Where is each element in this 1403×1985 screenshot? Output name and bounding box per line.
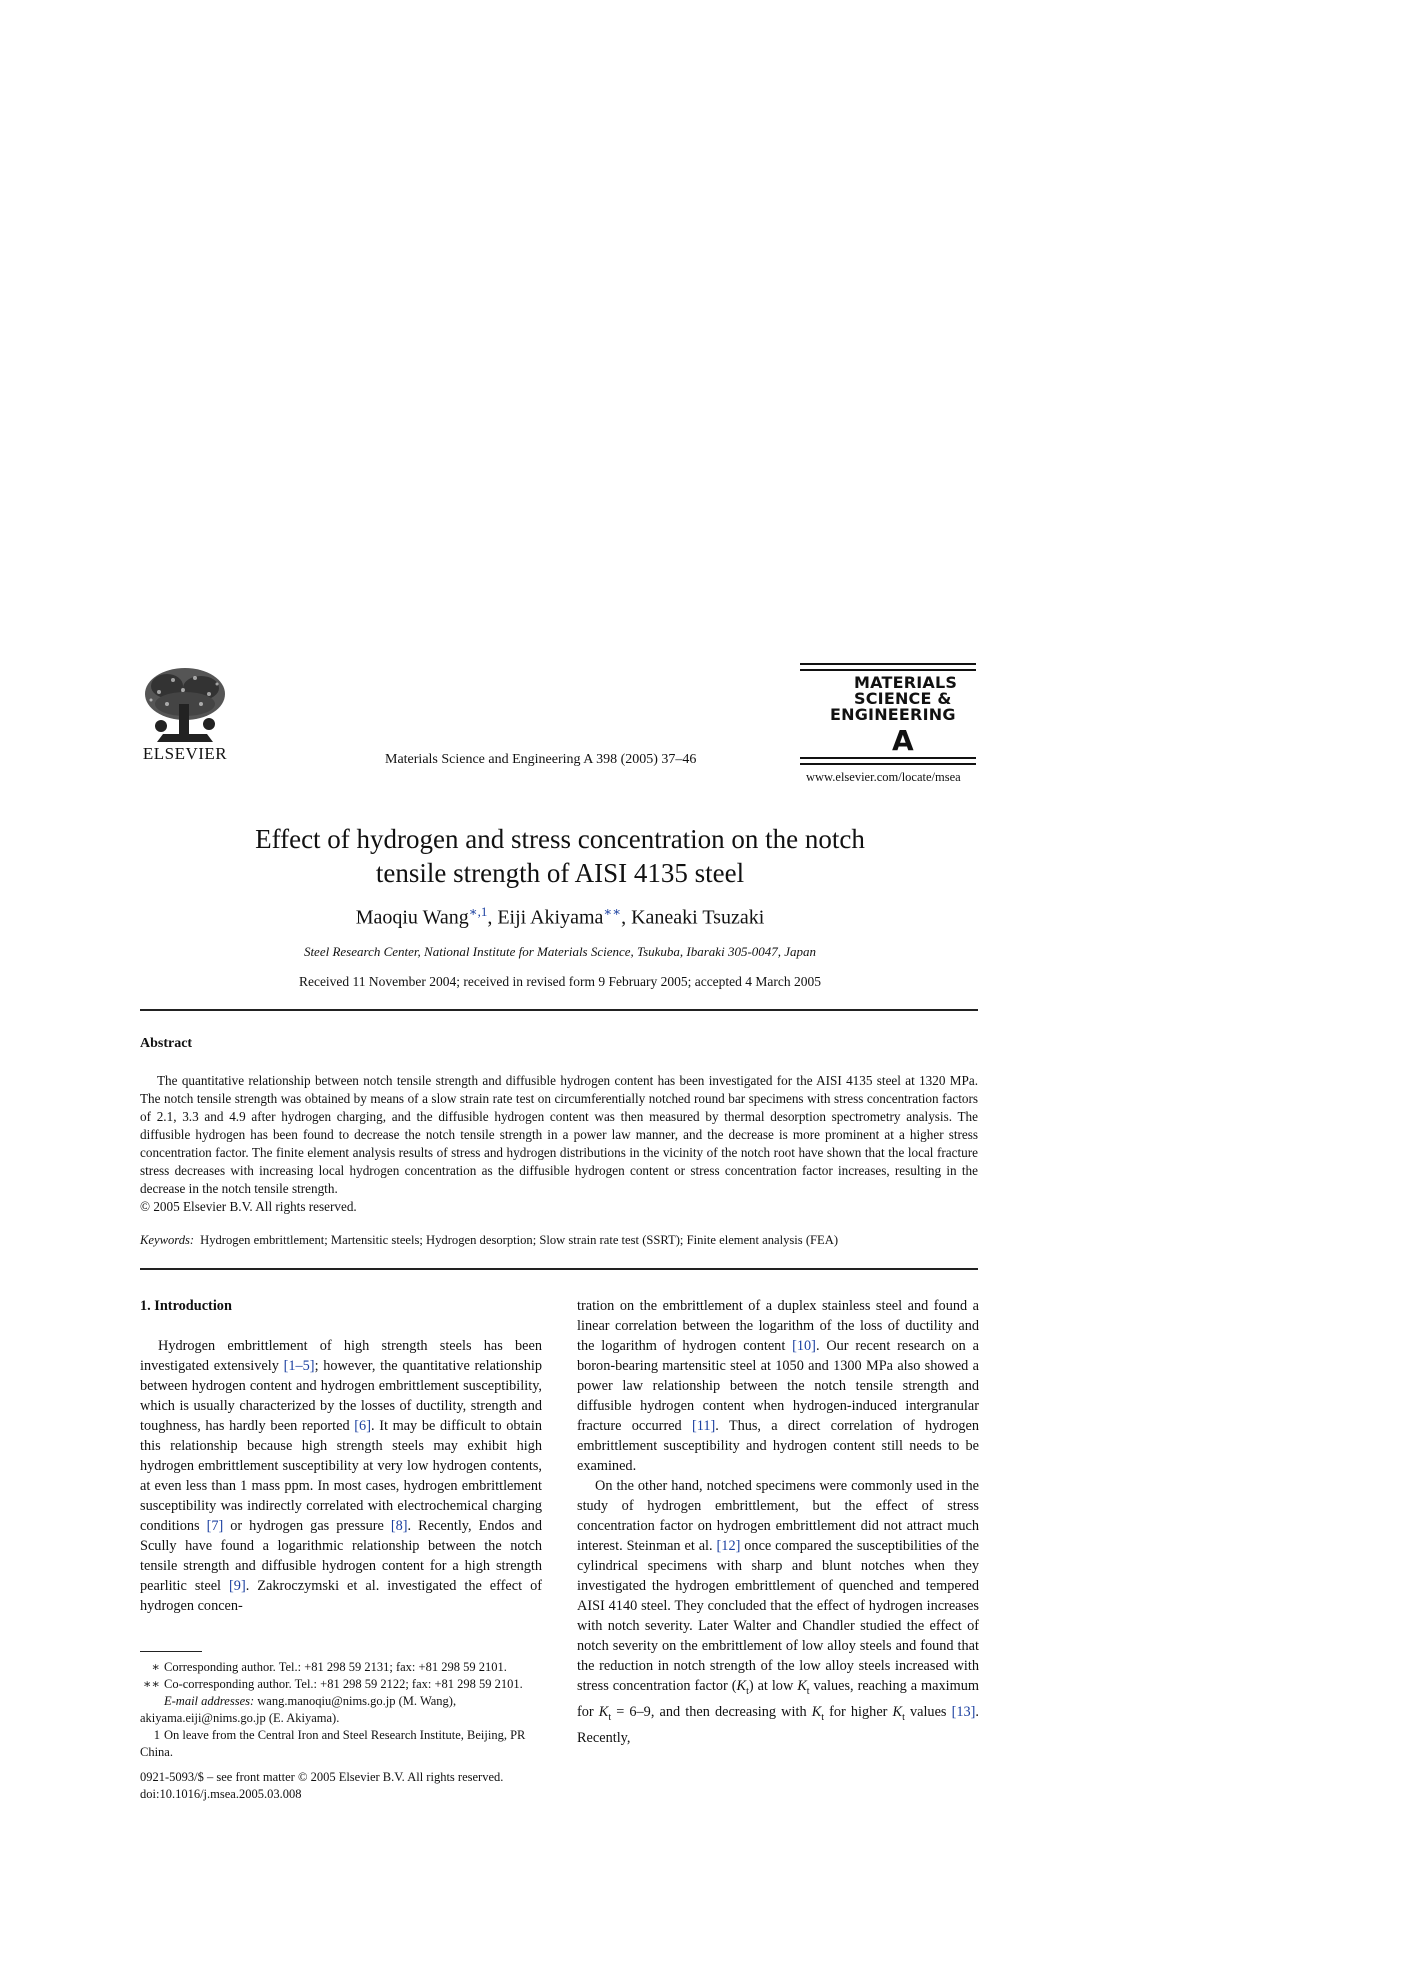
footnote [140,1710,542,1727]
divider [140,1268,978,1270]
journal-logo-text [830,675,970,723]
footnote-rule [140,1651,202,1652]
journal-logo [800,663,976,765]
footnote-symbol: ∗ [151,1660,160,1674]
kt-subscript: t [608,1711,612,1723]
author-name: Eiji Akiyama [497,906,604,929]
journal-citation: Materials Science and Engineering A 398 (2005) 37–46 [385,752,697,767]
footnote-text: Co-corresponding author. Tel.: +81 298 59 2122; fax: +81 298 59 2101. [164,1677,523,1691]
body-column-left [140,1296,542,1616]
citation-link[interactable]: [8] [390,1518,408,1534]
footnotes [140,1659,542,1761]
kt-symbol: K [797,1678,807,1694]
kt-subscript: t [746,1685,749,1697]
email-link[interactable]: akiyama.eiji@nims.go.jp (E. Akiyama). [140,1711,340,1725]
citation-link[interactable]: [7] [206,1518,224,1534]
journal-logo-line: MATERIALS [854,673,958,692]
paragraph: Hydrogen embrittlement of high strength steels has been investigated extensively [1–5]; however, the quantitative relationship between hydrogen content and hydrogen embrittlement susceptibility, which is usually characterized by the losses of ductility, strength and toughness, has hardly been reported [6]. It may be difficult to obtain this relationship because high strength steels may exhibit high hydrogen embrittlement susceptibility at very low hydrogen contents, at even less than 1 mass ppm. In most cases, hydrogen embrittlement susceptibility was indirectly correlated with electrochemical charging conditions [7] or hydrogen gas pressure [8]. Recently, Endos and Scully have found a logarithmic relationship between the notch tensile strength and diffusible hydrogen content for a high strength pearlitic steel [9]. Zakroczymski et al. investigated the effect of hydrogen concen- [140,1338,543,1614]
divider [140,1009,978,1011]
footnote [140,1659,542,1676]
title-line: Effect of hydrogen and stress concentration on the notch [255,824,865,854]
article-dates: Received 11 November 2004; received in revised form 9 February 2005; accepted 4 March 2005 [298,974,822,989]
journal-logo-letter: A [892,724,914,757]
abstract-text: The quantitative relationship between notch tensile strength and diffusible hydrogen content has been investigated for the AISI 4135 steel at 1320 MPa. The notch tensile strength was obtained by means of a slow strain rate test on circumferentially notched round bar specimens with stress concentration factors of 2.1, 3.3 and 4.9 after hydrogen charging, and the diffusible hydrogen content was then measured by thermal desorption spectrometry analysis. The diffusible hydrogen has been found to decrease the notch tensile strength in a power law manner, and the decrease is more prominent at a higher stress concentration factor. The finite element analysis results of stress and hydrogen distributions in the vicinity of the notch root have shown that the local fracture stress decreases with increasing local hydrogen concentration as the diffusible hydrogen content or stress concentration factor increases, resulting in the decrease in the notch tensile strength. [140,1073,978,1196]
author-name: Kaneaki Tsuzaki [631,906,765,929]
title-line: tensile strength of AISI 4135 steel [375,858,745,888]
keywords-text: Hydrogen embrittlement; Martensitic steels; Hydrogen desorption; Slow strain rate test (SSRT); Finite element analysis (FEA) [200,1233,839,1247]
citation-link[interactable]: [9] [229,1578,246,1594]
footnote-text: On leave from the Central Iron and Steel Research Institute, Beijing, PR China. [140,1728,526,1759]
footnote-symbol: ∗∗ [143,1677,160,1691]
citation-link[interactable]: [12] [716,1538,741,1554]
section-heading: 1. Introduction [140,1298,232,1314]
issn-line: 0921-5093/$ – see front matter © 2005 Elsevier B.V. All rights reserved. [140,1770,504,1784]
keywords [140,1233,978,1248]
kt-symbol: K [892,1703,903,1720]
journal-logo-line: ENGINEERING [830,705,956,724]
kt-symbol: K [736,1678,747,1694]
affiliation: Steel Research Center, National Institute for Materials Science, Tsukuba, Ibaraki 305-0047, Japan [303,944,817,959]
abstract-heading: Abstract [140,1036,193,1051]
kt-subscript: t [806,1685,810,1697]
body-column-right [577,1296,979,1748]
kt-subscript: t [902,1711,905,1723]
publisher-name: ELSEVIER [142,744,228,763]
paragraph: tration on the embrittlement of a duplex stainless steel and found a linear correlation between the logarithm of the loss of ductility and the logarithm of hydrogen content [10]. Our recent research on a boron-bearing martensitic steel at 1050 and 1300 MPa also showed a power law relationship between the notch tensile strength and diffusible hydrogen content when hydrogen-induced intergranular fracture occurred [11]. Thus, a direct correlation of hydrogen embrittlement susceptibility and hydrogen content still needs to be examined. [577,1298,980,1474]
email-link[interactable]: wang.manoqiu@nims.go.jp (M. Wang), [257,1694,457,1708]
author-name: Maoqiu Wang [355,906,469,929]
footnote [140,1693,542,1710]
citation-link[interactable]: [11] [691,1418,716,1434]
footnote [140,1676,542,1693]
elsevier-logo [137,664,233,767]
citation-link[interactable]: [13] [951,1703,976,1720]
journal-url[interactable]: www.elsevier.com/locate/msea [806,770,961,784]
citation-link[interactable]: [1–5] [283,1358,315,1374]
kt-symbol: K [811,1703,822,1720]
paragraph: On the other hand, notched specimens were commonly used in the study of hydrogen embrittlement, but the effect of stress concentration factor on hydrogen embrittlement did not attract much interest. Steinman et al. [12] once compared the susceptibilities of the cylindrical specimens with sharp and blunt notches when they investigated the hydrogen embrittlement of quenched and tempered AISI 4140 steel. They concluded that the effect of hydrogen increases with notch severity. Later Walter and Chandler studied the effect of notch severity on the embrittlement of low alloy steels and found that the reduction in notch strength of the low alloy steels increased with stress concentration factor $(K_t)$ at low $K_t$ values, reaching a maximum for $K_t = 6-9$, and then decreasing with $K_t$ for higher $K_t$ values [13]. Recently, [577,1478,980,1746]
author-marks[interactable]: ∗∗ [603,904,622,919]
footnote [140,1727,542,1761]
journal-logo-line: SCIENCE & [854,689,952,708]
citation-link[interactable]: [6] [354,1418,371,1434]
abstract-copyright: © 2005 Elsevier B.V. All rights reserved. [140,1199,357,1214]
kt-subscript: t [821,1711,825,1723]
keywords-label: Keywords: [140,1233,195,1247]
author-marks[interactable]: ∗,1 [468,904,488,919]
doi-line[interactable]: doi:10.1016/j.msea.2005.03.008 [140,1787,302,1801]
citation-link[interactable]: [10] [792,1338,816,1354]
footnote-symbol: 1 [153,1728,160,1742]
article-title [140,822,980,890]
kt-symbol: K [598,1703,609,1720]
front-matter [140,1769,542,1803]
footnote-label: E-mail addresses: [164,1694,255,1708]
author-list: Maoqiu Wang$^{∗,1}$, Eiji Akiyama∗∗, Kaneaki Tsuzaki [355,904,765,929]
footnote-text: Corresponding author. Tel.: +81 298 59 2131; fax: +81 298 59 2101. [164,1660,507,1674]
